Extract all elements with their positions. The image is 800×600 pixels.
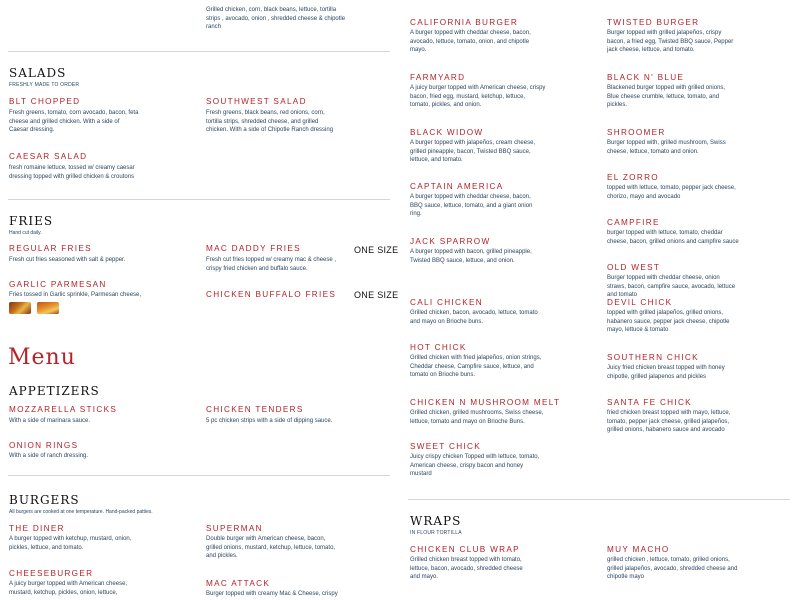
regular-fries-desc: Fresh cut fries seasoned with salt & pepper.	[9, 257, 126, 263]
captain-america-desc: A burger topped with cheddar cheese, bacon, BBQ sauce, lettuce, tomato, and a giant onion ring.	[410, 194, 533, 218]
superman-desc: Double burger with American cheese, bacon, grilled onions, mustard, ketchup, lettuce, tomato, and pickles.	[206, 536, 336, 560]
divider	[408, 499, 790, 500]
muy-macho-desc: grilled chicken , lettuce, tomato, grilled onions, grilled jalapeños, avocado, shredded cheese and chipotle mayo	[607, 557, 738, 581]
el-zorro-title: EL ZORRO	[607, 173, 659, 182]
sweet-chick-title: SWEET CHICK	[410, 442, 482, 451]
california-burger-title: CALIFORNIA BURGER	[410, 18, 519, 27]
fries-subheading: Hand cut daily.	[9, 230, 42, 236]
chicken-tenders-desc: 5 pc chicken strips with a side of dipping sauce.	[206, 418, 333, 424]
farmyard-title: FARMYARD	[410, 73, 466, 82]
el-zorro-desc: topped with lettuce, tomato, pepper jack cheese, chorizo, mayo and avocado	[607, 185, 736, 200]
garlic-parmesan-desc: Fries tossed in Garlic sprinkle, Parmesan cheese,	[9, 292, 142, 298]
salads-subheading: FRESHLY MADE TO ORDER	[9, 82, 80, 88]
fries-heading: FRIES	[9, 214, 54, 228]
mozzarella-sticks-title: MOZZARELLA STICKS	[9, 405, 118, 414]
farmyard-desc: A juicy burger topped with American cheese, crispy bacon, fried egg, mustard, ketchup, lettuce, tomato, pickles, and onion.	[410, 85, 546, 109]
black-n-blue-desc: Blackened burger topped with grilled onions, Blue cheese crumble, lettuce, tomato, and pickles.	[607, 85, 726, 109]
onion-rings-desc: With a side of ranch dressing.	[9, 453, 89, 459]
jack-sparrow-title: JACK SPARROW	[410, 237, 491, 246]
cheeseburger-title: CHEESEBURGER	[9, 569, 94, 578]
the-diner-title: THE DINER	[9, 524, 65, 533]
chicken-club-wrap-title: CHICKEN CLUB WRAP	[410, 545, 520, 554]
cali-chicken-title: CALI CHICKEN	[410, 298, 483, 307]
blt-chopped-title: BLT CHOPPED	[9, 97, 81, 106]
cali-chicken-desc: Grilled chicken, bacon, avocado, lettuce, tomato and mayo on Brioche buns.	[410, 310, 538, 325]
mac-attack-title: MAC ATTACK	[206, 579, 271, 588]
regular-fries-title: REGULAR FRIES	[9, 244, 92, 253]
southern-chick-desc: Juicy fried chicken breast topped with honey chipotle, grilled jalapenos and pickles	[607, 365, 725, 380]
twisted-burger-title: TWISTED BURGER	[607, 18, 700, 27]
black-widow-title: BLACK WIDOW	[410, 128, 484, 137]
chicken-club-wrap-desc: Grilled chicken breast topped with tomato, lettuce, bacon, avocado, shredded cheese and mayo.	[410, 557, 523, 581]
hot-chick-desc: Grilled chicken with fried jalapeños, onion strings, Cheddar cheese, Campfire sauce, lettuce, and tomato on Brioche buns.	[410, 355, 542, 379]
hot-chick-title: HOT CHICK	[410, 343, 467, 352]
old-west-desc: Burger topped with cheddar cheese, onion straws, bacon, campfire sauce, avocado, lettuce and tomato	[607, 275, 736, 299]
jack-sparrow-desc: A burger topped with bacon, grilled pineapple, Twisted BBQ sauce, lettuce, and onion.	[410, 249, 532, 264]
one-size-label: ONE SIZE	[354, 290, 399, 300]
wraps-subheading: IN FLOUR TORTILLA	[410, 530, 462, 536]
santa-fe-chick-title: SANTA FE CHICK	[607, 398, 692, 407]
the-diner-desc: A burger topped with ketchup, mustard, onion, pickles, lettuce, and tomato.	[9, 536, 132, 551]
salads-heading: SALADS	[9, 66, 67, 80]
california-burger-desc: A burger topped with cheddar cheese, bacon, avocado, lettuce, tomato, onion, and chipotle mayo.	[410, 30, 531, 54]
devil-chick-desc: topped with grilled jalapeños, grilled onions, habanero sauce, pepper jack cheese, chipotle mayo, lettuce & tomato	[607, 310, 730, 334]
onion-rings-title: ONION RINGS	[9, 441, 79, 450]
burgers-heading: BURGERS	[9, 493, 80, 507]
mozzarella-sticks-desc: With a side of marinara sauce.	[9, 418, 91, 424]
burgers-subheading: All burgers are cooked at one temperature. Hand-packed patties.	[9, 509, 153, 515]
black-n-blue-title: BLACK N' BLUE	[607, 73, 685, 82]
muy-macho-title: MUY MACHO	[607, 545, 670, 554]
chicken-mushroom-melt-desc: Grilled chicken, grilled mushrooms, Swiss cheese, lettuce, tomato and mayo on Brioche Buns.	[410, 410, 544, 425]
divider	[8, 51, 390, 52]
devil-chick-title: DEVIL CHICK	[607, 298, 673, 307]
one-size-label: ONE SIZE	[354, 245, 399, 255]
southwest-salad-title: SOUTHWEST SALAD	[206, 97, 307, 106]
shroomer-title: SHROOMER	[607, 128, 666, 137]
menu-title: Menu	[8, 345, 76, 370]
fries-photo	[37, 302, 59, 314]
twisted-burger-desc: Burger topped with grilled jalapeños, crispy bacon, a fried egg, Twisted BBQ sauce, Pepper jack cheese, lettuce, and tomato.	[607, 30, 734, 54]
top-salad-desc: Grilled chicken, corn, black beans, lettuce, tortilla strips , avocado, onion , shredded cheese & chipotle ranch	[206, 7, 346, 31]
santa-fe-chick-desc: fried chicken breast topped with mayo, lettuce, tomato, pepper jack cheese, grilled jalapeños, grilled onions, habanero sauce and avocado	[607, 410, 731, 434]
southwest-salad-desc: Fresh greens, black beans, red onions, corn, tortilla strips, shredded cheese, and grilled chicken. With a side of Chipotle Ranch dressing	[206, 110, 334, 134]
sweet-chick-desc: Juicy crispy chicken Topped with lettuce, tomato, American cheese, crispy bacon and honey mustard	[410, 454, 540, 478]
divider	[8, 475, 390, 476]
superman-title: SUPERMAN	[206, 524, 263, 533]
chicken-tenders-title: CHICKEN TENDERS	[206, 405, 304, 414]
southern-chick-title: SOUTHERN CHICK	[607, 353, 699, 362]
mac-daddy-fries-title: MAC DADDY FRIES	[206, 244, 301, 253]
campfire-title: CAMPFIRE	[607, 218, 660, 227]
cheeseburger-desc: A juicy burger topped with American cheese, mustard, ketchup, pickles, onion, lettuce,	[9, 581, 128, 596]
shroomer-desc: Burger topped with, grilled mushroom, Swiss cheese, lettuce, tomato and onion.	[607, 140, 726, 155]
captain-america-title: CAPTAIN AMERICA	[410, 182, 504, 191]
caesar-salad-title: CAESAR SALAD	[9, 152, 88, 161]
fries-photo	[9, 302, 31, 314]
fries-photos	[9, 301, 61, 319]
wraps-heading: WRAPS	[410, 514, 462, 528]
divider	[8, 199, 390, 200]
blt-chopped-desc: Fresh greens, tomato, corn avocado, bacon, feta cheese and grilled chicken. With a side of Caesar dressing.	[9, 110, 139, 134]
chicken-mushroom-melt-title: CHICKEN N MUSHROOM MELT	[410, 398, 561, 407]
chicken-buffalo-fries-title: CHICKEN BUFFALO FRIES	[206, 290, 337, 299]
black-widow-desc: A burger topped with jalapeños, cream cheese, grilled pineapple, bacon, Twisted BBQ sauce, lettuce, and tomato.	[410, 140, 536, 164]
campfire-desc: burger topped with lettuce, tomato, cheddar cheese, bacon, grilled onions and campfire sauce	[607, 230, 739, 245]
caesar-salad-desc: fresh romaine lettuce, tossed w/ creamy caesar dressing topped with grilled chicken & croutons	[9, 165, 135, 180]
old-west-title: OLD WEST	[607, 263, 661, 272]
mac-attack-desc: Burger topped with creamy Mac & Cheese, crispy	[206, 591, 338, 597]
appetizers-heading: APPETIZERS	[9, 384, 100, 398]
garlic-parmesan-title: GARLIC PARMESAN	[9, 280, 107, 289]
mac-daddy-fries-desc: Fresh cut fries topped w/ creamy mac & cheese , crispy fried chicken and buffalo sauce.	[206, 257, 337, 272]
